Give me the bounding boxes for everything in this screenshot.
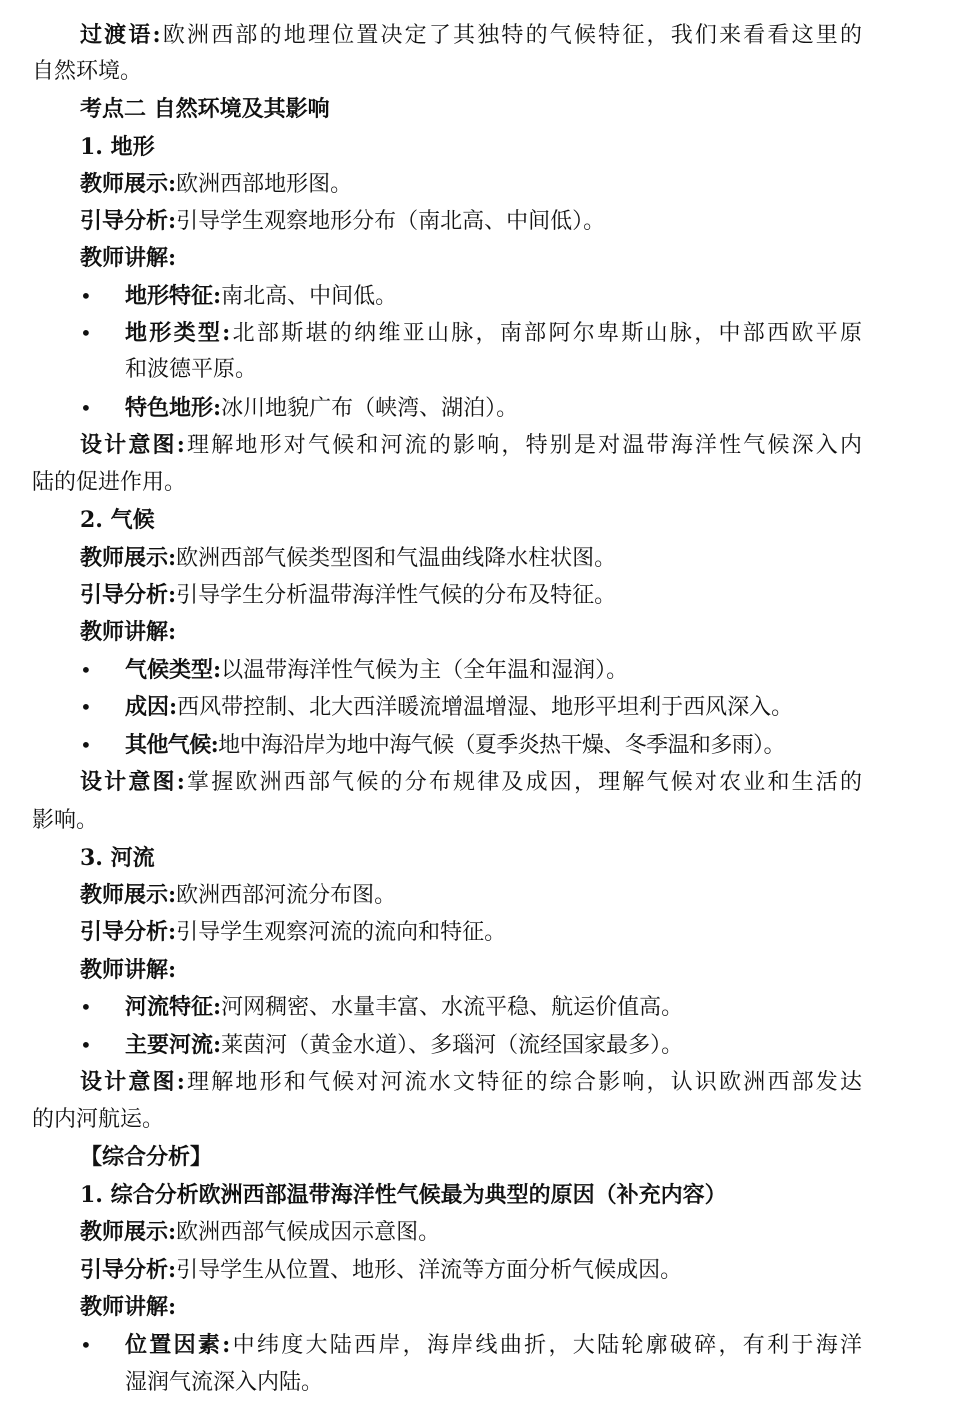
climate-bullet-2: [125, 692, 793, 722]
terrain-show-label: 教师展示:: [80, 171, 177, 197]
comprehensive-show-label: 教师展示:: [80, 1219, 177, 1245]
rivers-show-label: 教师展示:: [80, 882, 177, 908]
rivers-explain-label: 教师讲解:: [80, 957, 177, 983]
intent-label: 设计意图:: [80, 432, 185, 458]
bullet-text: 以温带海洋性气候为主（全年温和湿润）。: [221, 658, 629, 683]
bullet-icon: •: [80, 321, 92, 345]
transition-label: 过渡语:: [80, 22, 161, 48]
climate-bullet-1: [125, 655, 628, 685]
bullet-text: 河网稠密、水量丰富、水流平稳、航运价值高。: [221, 995, 684, 1020]
rivers-teacher-show: [80, 880, 396, 910]
comprehensive-heading: 【综合分析】: [80, 1144, 213, 1170]
bullet-label: 位置因素:: [125, 1332, 231, 1358]
bullet-text: 北部斯堪的纳维亚山脉，南部阿尔卑斯山脉，中部西欧平原: [230, 321, 862, 346]
bullet-label: 主要河流:: [125, 1032, 222, 1058]
terrain-teacher-show: [80, 169, 352, 199]
climate-show-text: 欧洲西部气候类型图和气温曲线降水柱状图。: [176, 546, 617, 571]
climate-design-intent-continuation: 影响。: [32, 808, 99, 833]
bullet-text: 莱茵河（黄金水道）、多瑙河（流经国家最多）。: [221, 1033, 684, 1058]
bullet-icon: •: [80, 995, 92, 1019]
bullet-icon: •: [80, 695, 92, 719]
comprehensive-explain-label: 教师讲解:: [80, 1294, 177, 1320]
bullet-icon: •: [80, 658, 92, 682]
climate-guide-text: 引导学生分析温带海洋性气候的分布及特征。: [176, 583, 617, 608]
comprehensive-show-text: 欧洲西部气候成因示意图。: [176, 1220, 441, 1245]
comprehensive-guide-label: 引导分析:: [80, 1257, 177, 1283]
bullet-text: 南北高、中间低。: [221, 284, 398, 309]
bullet-text: 西风带控制、北大西洋暖流增温增湿、地形平坦利于西风深入。: [177, 695, 794, 720]
terrain-bullet-2: [125, 318, 862, 348]
bullet-label: 河流特征:: [125, 994, 222, 1020]
comprehensive-guide-text: 引导学生从位置、地形、洋流等方面分析气候成因。: [176, 1258, 683, 1283]
climate-bullet-3: [125, 730, 785, 760]
intent-label: 设计意图:: [80, 769, 185, 795]
comprehensive-subheading: 1. 综合分析欧洲西部温带海洋性气候最为典型的原因（补充内容）: [80, 1182, 727, 1208]
rivers-design-intent: [80, 1067, 862, 1097]
comprehensive-guide-analysis: [80, 1255, 682, 1285]
rivers-heading: 3. 河流: [80, 845, 155, 871]
section-heading: 考点二 自然环境及其影响: [80, 96, 330, 122]
terrain-design-intent-continuation: 陆的促进作用。: [32, 470, 187, 495]
transition-paragraph: [80, 20, 862, 50]
intent-label: 设计意图:: [80, 1069, 185, 1095]
bullet-text: 冰川地貌广布（峡湾、湖泊）。: [221, 396, 519, 421]
bullet-text: 中纬度大陆西岸，海岸线曲折，大陆轮廓破碎，有利于海洋: [230, 1333, 862, 1358]
rivers-bullet-2: [125, 1030, 683, 1060]
bullet-label: 地形类型:: [125, 320, 231, 346]
climate-teacher-show: [80, 543, 616, 573]
climate-guide-analysis: [80, 580, 616, 610]
bullet-icon: •: [80, 396, 92, 420]
bullet-icon: •: [80, 1033, 92, 1057]
bullet-label: 地形特征:: [125, 283, 222, 309]
rivers-bullet-1: [125, 992, 683, 1022]
terrain-show-text: 欧洲西部地形图。: [176, 172, 353, 197]
bullet-label: 其他气候:: [125, 732, 219, 758]
climate-guide-label: 引导分析:: [80, 582, 177, 608]
terrain-guide-text: 引导学生观察地形分布（南北高、中间低）。: [176, 209, 606, 234]
terrain-bullet-2-continuation: 和波德平原。: [125, 357, 258, 382]
bullet-label: 气候类型:: [125, 657, 222, 683]
bullet-text: 地中海沿岸为地中海气候（夏季炎热干燥、冬季温和多雨）。: [218, 733, 785, 758]
bullet-icon: •: [80, 733, 92, 757]
climate-show-label: 教师展示:: [80, 545, 177, 571]
comprehensive-bullet-1-continuation: 湿润气流深入内陆。: [125, 1370, 324, 1395]
comprehensive-teacher-show: [80, 1217, 440, 1247]
rivers-design-intent-continuation: 的内河航运。: [32, 1107, 165, 1132]
bullet-label: 成因:: [125, 694, 178, 720]
terrain-bullet-3: [125, 393, 518, 423]
terrain-bullet-1: [125, 281, 397, 311]
rivers-show-text: 欧洲西部河流分布图。: [176, 883, 397, 908]
terrain-heading: 1. 地形: [80, 134, 155, 160]
bullet-label: 特色地形:: [125, 395, 222, 421]
climate-explain-label: 教师讲解:: [80, 619, 177, 645]
rivers-guide-text: 引导学生观察河流的流向和特征。: [176, 920, 507, 945]
bullet-icon: •: [80, 1333, 92, 1357]
transition-continuation: 自然环境。: [32, 59, 143, 84]
terrain-guide-label: 引导分析:: [80, 208, 177, 234]
terrain-design-intent: [80, 430, 862, 460]
terrain-explain-label: 教师讲解:: [80, 245, 177, 271]
climate-heading: 2. 气候: [80, 507, 155, 533]
bullet-icon: •: [80, 284, 92, 308]
intent-text: 理解地形对气候和河流的影响，特别是对温带海洋性气候深入内: [184, 433, 862, 458]
comprehensive-bullet-1: [125, 1330, 862, 1360]
climate-design-intent: [80, 767, 862, 797]
transition-text: 欧洲西部的地理位置决定了其独特的气候特征，我们来看看这里的: [160, 23, 862, 48]
intent-text: 理解地形和气候对河流水文特征的综合影响，认识欧洲西部发达: [184, 1070, 862, 1095]
intent-text: 掌握欧洲西部气候的分布规律及成因，理解气候对农业和生活的: [184, 770, 862, 795]
terrain-guide-analysis: [80, 206, 605, 236]
rivers-guide-label: 引导分析:: [80, 919, 177, 945]
rivers-guide-analysis: [80, 917, 506, 947]
